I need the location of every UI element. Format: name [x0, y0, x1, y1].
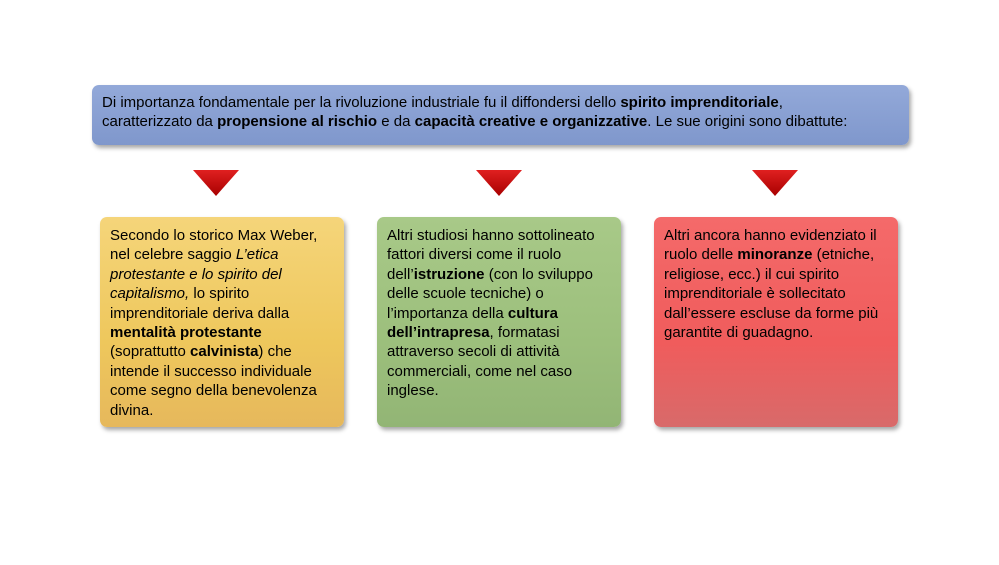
card1-text-3: (soprattutto: [110, 343, 191, 361]
card3-text-2: (etniche, religiose, ecc.) il cui spirito imprenditoriale è sollecitato dall’essere escluse da forme più garantite di guadagno.: [664, 246, 879, 342]
intro-text-5: . Le sue origini sono dibattute:: [647, 113, 848, 130]
card1-bold-calvinista: calvinista: [190, 343, 259, 361]
intro-bold-capacita: capacità creative e organizzative: [414, 113, 648, 130]
intro-text-2: ,: [778, 94, 783, 111]
down-arrow-icon-2: [476, 170, 522, 196]
card-istruzione: [377, 217, 621, 427]
down-arrow-icon-1: [193, 170, 239, 196]
card1-book-title: L’etica protestante e lo spirito del capitalismo,: [110, 246, 282, 303]
card1-text-4: ) che intende il successo individuale come segno della benevolenza divina.: [110, 343, 317, 419]
intro-bold-spirito: spirito imprenditoriale: [620, 94, 779, 111]
card-weber: [100, 217, 344, 427]
intro-text-3: caratterizzato da: [102, 113, 218, 130]
intro-box: [92, 85, 909, 145]
card2-text-1: Altri studiosi hanno sottolineato fattori diversi come il ruolo dell’: [387, 227, 595, 283]
intro-bold-rischio: propensione al rischio: [217, 113, 378, 130]
card3-text-1: Altri ancora hanno evidenziato il ruolo delle: [664, 227, 877, 264]
intro-text-1: Di importanza fondamentale per la rivoluzione industriale fu il diffondersi dello: [102, 94, 621, 111]
card-minoranze: [654, 217, 898, 427]
card2-text-3: , formatasi attraverso secoli di attività commerciali, come nel caso inglese.: [387, 324, 573, 400]
card-istruzione-text: [387, 226, 611, 401]
card1-text-2: lo spirito imprenditoriale deriva dalla: [110, 285, 290, 322]
card3-bold-minoranze: minoranze: [737, 246, 813, 264]
intro-text-4: e da: [377, 113, 415, 130]
down-arrow-icon-3: [752, 170, 798, 196]
card1-text-1: Secondo lo storico Max Weber, nel celebre saggio: [110, 227, 318, 264]
card2-bold-istruzione: istruzione: [413, 265, 485, 283]
card2-text-2: (con lo sviluppo delle scuole tecniche) o l’importanza della: [387, 265, 593, 322]
card2-bold-cultura: cultura dell’intrapresa: [387, 304, 558, 342]
card-minoranze-text: [664, 226, 888, 342]
card1-bold-mentalita: mentalità protestante: [110, 324, 262, 342]
card-weber-text: [110, 226, 334, 420]
